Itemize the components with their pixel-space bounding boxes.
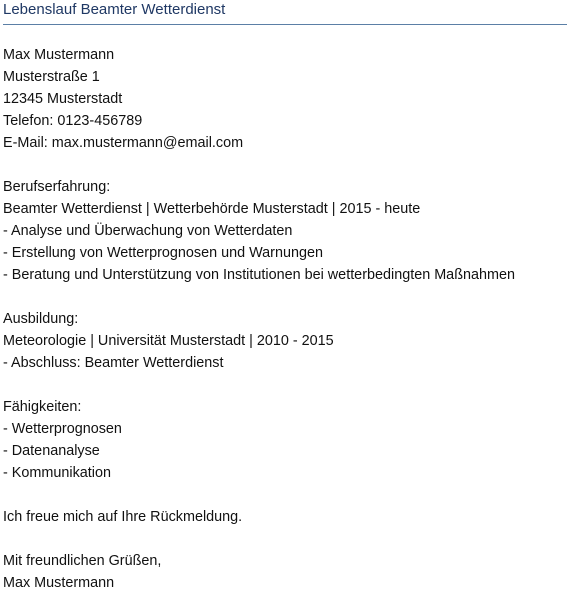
education-item: - Abschluss: Beamter Wetterdienst [3, 355, 224, 371]
spacer [3, 528, 563, 550]
contact-email: E-Mail: max.mustermann@email.com [3, 135, 244, 151]
experience-section [3, 176, 563, 286]
skills-section [3, 396, 563, 484]
document-title: Lebenslauf Beamter Wetterdienst [3, 1, 226, 18]
experience-heading: Berufserfahrung: [3, 179, 111, 195]
skills-item: - Kommunikation [3, 465, 111, 481]
skills-item: - Wetterprognosen [3, 421, 122, 437]
education-entry: Meteorologie | Universität Musterstadt | 2010 - 2015 [3, 333, 334, 349]
education-heading: Ausbildung: [3, 311, 79, 327]
experience-item: - Beratung und Unterstützung von Institutionen bei wetterbedingten Maßnahmen [3, 267, 515, 283]
skills-heading: Fähigkeiten: [3, 399, 82, 415]
education-section [3, 308, 563, 374]
spacer [3, 154, 563, 176]
closing-text: Ich freue mich auf Ihre Rückmeldung. [3, 509, 243, 525]
contact-street: Musterstraße 1 [3, 69, 100, 85]
contact-city: 12345 Musterstadt [3, 91, 123, 107]
skills-item: - Datenanalyse [3, 443, 100, 459]
closing-block [3, 506, 563, 594]
spacer [3, 484, 563, 506]
document-body [3, 44, 563, 594]
contact-phone: Telefon: 0123-456789 [3, 113, 143, 129]
experience-item: - Analyse und Überwachung von Wetterdaten [3, 223, 293, 239]
document-header [3, 0, 567, 25]
closing-salutation: Mit freundlichen Grüßen, [3, 553, 162, 569]
experience-position: Beamter Wetterdienst | Wetterbehörde Musterstadt | 2015 - heute [3, 201, 421, 217]
spacer [3, 374, 563, 396]
contact-block [3, 44, 563, 154]
closing-signature: Max Mustermann [3, 575, 115, 591]
spacer [3, 286, 563, 308]
contact-name: Max Mustermann [3, 47, 115, 63]
experience-item: - Erstellung von Wetterprognosen und Warnungen [3, 245, 323, 261]
